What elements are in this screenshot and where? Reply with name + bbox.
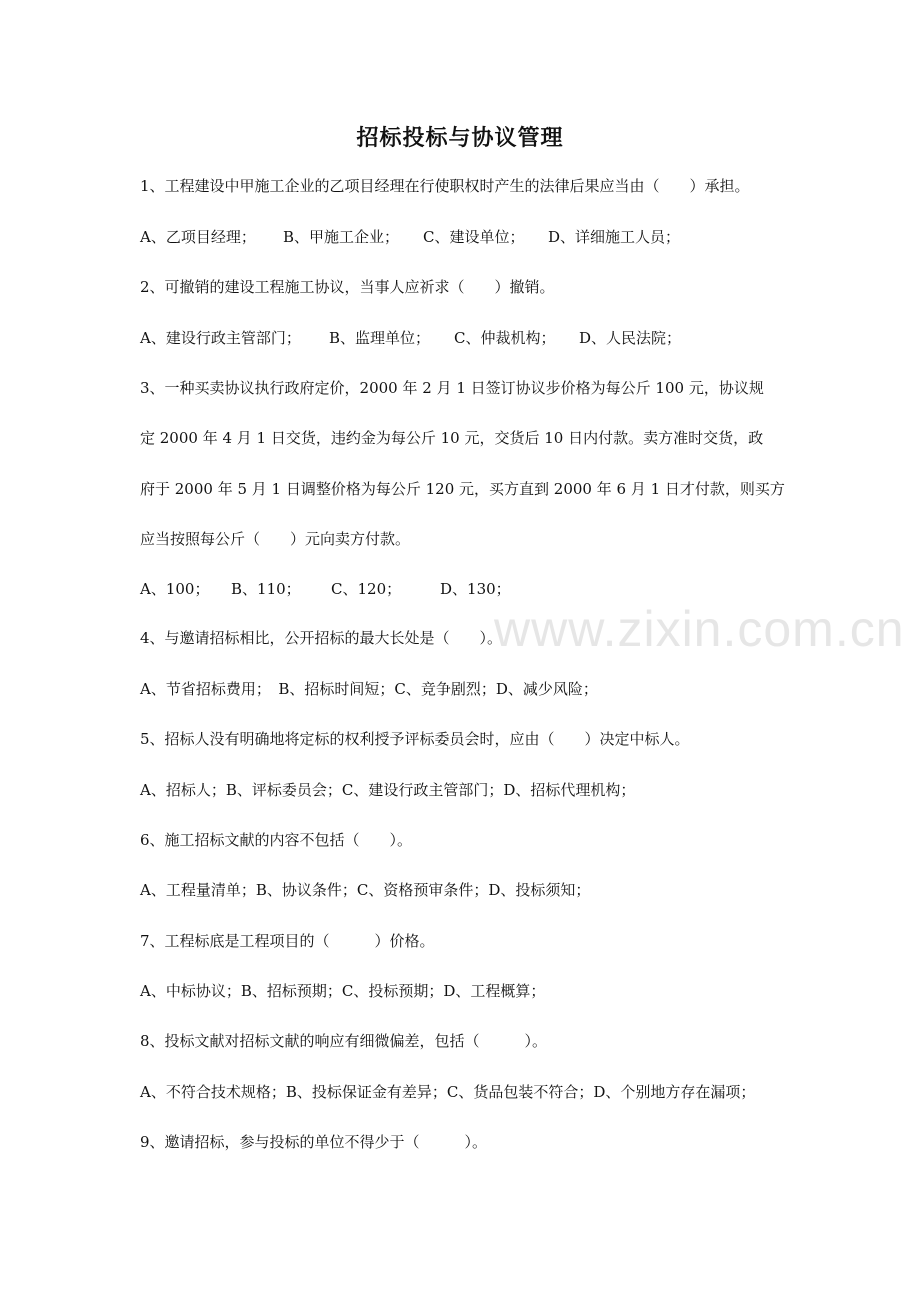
question-3-options	[140, 579, 800, 599]
q2-option-d: D、人民法院；	[579, 329, 682, 347]
question-7-stem: 7、工程标底是工程项目的（ ）价格。	[140, 932, 435, 950]
q2-option-a: A、建设行政主管部门；	[140, 329, 301, 347]
question-2-options	[140, 328, 800, 348]
question-6-stem: 6、施工招标文献的内容不包括（ ）。	[140, 831, 413, 849]
question-5-options: A、招标人；B、评标委员会；C、建设行政主管部门；D、招标代理机构；	[140, 781, 636, 799]
q1-option-b: B、甲施工企业；	[283, 228, 400, 246]
question-3-stem-line-2: 定 2000 年 4 月 1 日交货，违约金为每公斤 10 元，交货后 10 日内付款。卖方准时交货，政	[140, 429, 764, 447]
document-title: 招标投标与协议管理	[356, 125, 564, 151]
q2-option-b: B、监理单位；	[329, 329, 431, 347]
question-6-options: A、工程量清单；B、协议条件；C、资格预审条件；D、投标须知；	[140, 881, 591, 899]
watermark: www.zixin.com.cn	[494, 601, 905, 657]
question-1-options	[140, 227, 800, 247]
q1-option-d: D、详细施工人员；	[548, 228, 681, 246]
q3-option-d: D、130；	[440, 580, 511, 598]
q1-option-a: A、乙项目经理；	[140, 228, 256, 246]
q3-option-b: B、110；	[231, 580, 301, 598]
question-2-stem: 2、可撤销的建设工程施工协议，当事人应祈求（ ）撤销。	[140, 278, 555, 296]
question-9-stem: 9、邀请招标，参与投标的单位不得少于（ ）。	[140, 1133, 488, 1151]
question-3-stem-line-1: 3、一种买卖协议执行政府定价，2000 年 2 月 1 日签订协议步价格为每公斤 100 元，协议规	[140, 379, 764, 397]
q2-option-c: C、仲裁机构；	[454, 329, 556, 347]
question-8-stem: 8、投标文献对招标文献的响应有细微偏差，包括（ ）。	[140, 1032, 548, 1050]
question-4-stem: 4、与邀请招标相比，公开招标的最大长处是（ ）。	[140, 629, 503, 647]
question-8-options: A、不符合技术规格；B、投标保证金有差异；C、货品包装不符合；D、个别地方存在漏项；	[140, 1083, 756, 1101]
q3-option-c: C、120；	[331, 580, 402, 598]
question-1-stem: 1、工程建设中甲施工企业的乙项目经理在行使职权时产生的法律后果应当由（ ）承担。	[140, 177, 750, 195]
question-5-stem: 5、招标人没有明确地将定标的权利授予评标委员会时，应由（ ）决定中标人。	[140, 730, 690, 748]
question-3-stem-line-4: 应当按照每公斤（ ）元向卖方付款。	[140, 530, 411, 548]
q3-option-a: A、100；	[140, 580, 210, 598]
question-7-options: A、中标协议；B、招标预期；C、投标预期；D、工程概算；	[140, 982, 546, 1000]
question-3-stem-line-3: 府于 2000 年 5 月 1 日调整价格为每公斤 120 元，买方直到 2000 年 6 月 1 日才付款，则买方	[140, 480, 785, 498]
question-4-options: A、节省招标费用； B、招标时间短；C、竞争剧烈；D、减少风险；	[140, 680, 598, 698]
q1-option-c: C、建设单位；	[423, 228, 525, 246]
